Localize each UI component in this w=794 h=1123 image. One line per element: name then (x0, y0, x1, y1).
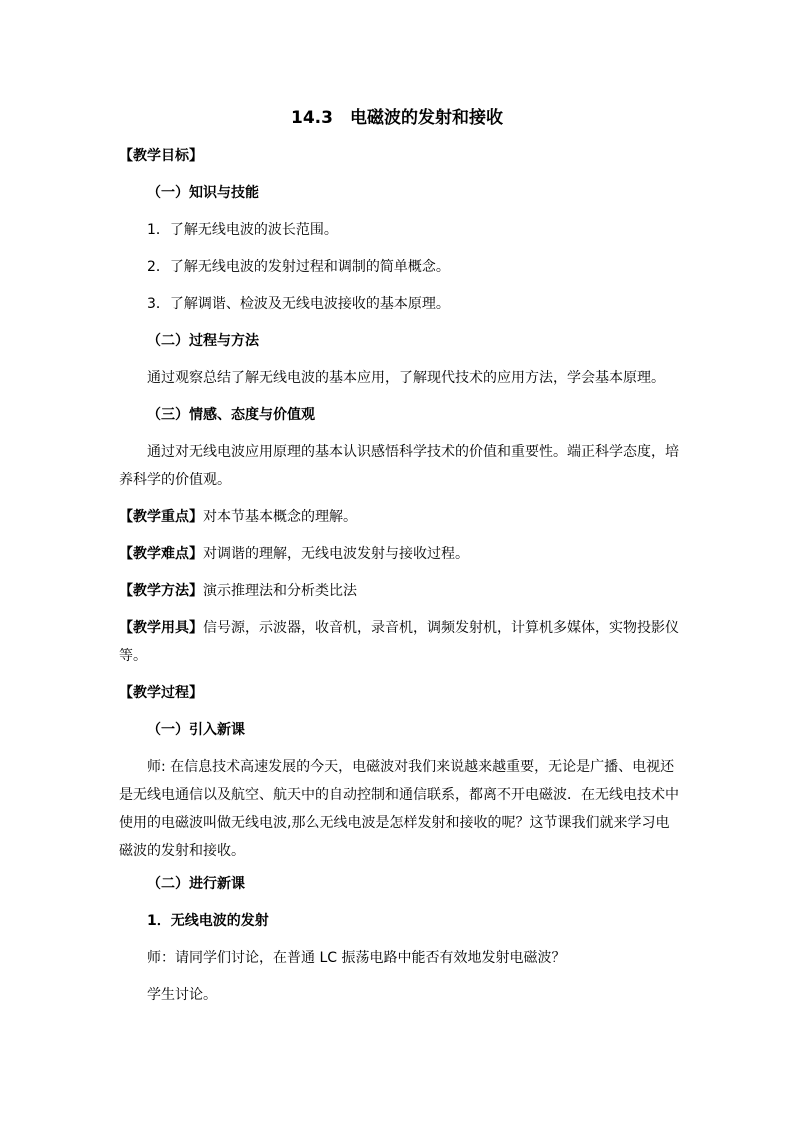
key-point-text: 对本节基本概念的理解。 (203, 509, 357, 525)
subheading-process: （二）过程与方法 (147, 333, 259, 349)
subheading-new-lesson: （二）进行新课 (147, 876, 245, 892)
subheading-knowledge: （一）知识与技能 (147, 185, 259, 201)
page-title: 14.3 电磁波的发射和接收 (291, 108, 503, 128)
section-heading-emission: 1．无线电波的发射 (147, 913, 269, 929)
difficulty-text: 对调谐的理解，无线电波发射与接收过程。 (203, 546, 469, 562)
values-line-1: 通过对无线电波应用原理的基本认识感悟科学技术的价值和重要性。端正科学态度，培 (147, 444, 679, 460)
intro-line-3: 使用的电磁波叫做无线电波,那么无线电波是怎样发射和接收的呢？这节课我们就来学习电 (119, 815, 670, 831)
objective-item-3: 3．了解调谐、检波及无线电波接收的基本原理。 (147, 296, 450, 312)
tools-text: 信号源，示波器，收音机，录音机，调频发射机，计算机多媒体，实物投影仪 (203, 620, 679, 636)
intro-line-1: 师: 在信息技术高速发展的今天，电磁波对我们来说越来越重要，无论是广播、电视还 (147, 759, 675, 775)
key-point-label: 【教学重点】 (119, 509, 203, 525)
difficulty-row (119, 544, 469, 564)
tools-line-2: 等。 (119, 648, 147, 664)
subheading-intro: （一）引入新课 (147, 722, 245, 738)
key-point-row (119, 507, 357, 527)
objective-item-1: 1．了解无线电波的波长范围。 (147, 222, 338, 238)
teacher-question: 师：请同学们讨论，在普通 LC 振荡电路中能否有效地发射电磁波？ (147, 950, 566, 966)
values-line-2: 养科学的价值观。 (119, 472, 231, 488)
subheading-values: （三）情感、态度与价值观 (147, 407, 315, 423)
tools-row (119, 618, 679, 638)
method-row (119, 581, 357, 601)
process-text: 通过观察总结了解无线电波的基本应用，了解现代技术的应用方法，学会基本原理。 (147, 370, 665, 386)
process-heading: 【教学过程】 (119, 685, 203, 701)
objectives-heading: 【教学目标】 (119, 148, 203, 164)
objective-item-2: 2．了解无线电波的发射过程和调制的简单概念。 (147, 259, 450, 275)
student-discussion: 学生讨论。 (147, 987, 217, 1003)
intro-line-4: 磁波的发射和接收。 (119, 843, 245, 859)
method-label: 【教学方法】 (119, 583, 203, 599)
tools-label: 【教学用具】 (119, 620, 203, 636)
intro-line-2: 是无线电通信以及航空、航天中的自动控制和通信联系，都离不开电磁波．在无线电技术中 (119, 787, 679, 803)
difficulty-label: 【教学难点】 (119, 546, 203, 562)
method-text: 演示推理法和分析类比法 (203, 583, 357, 599)
